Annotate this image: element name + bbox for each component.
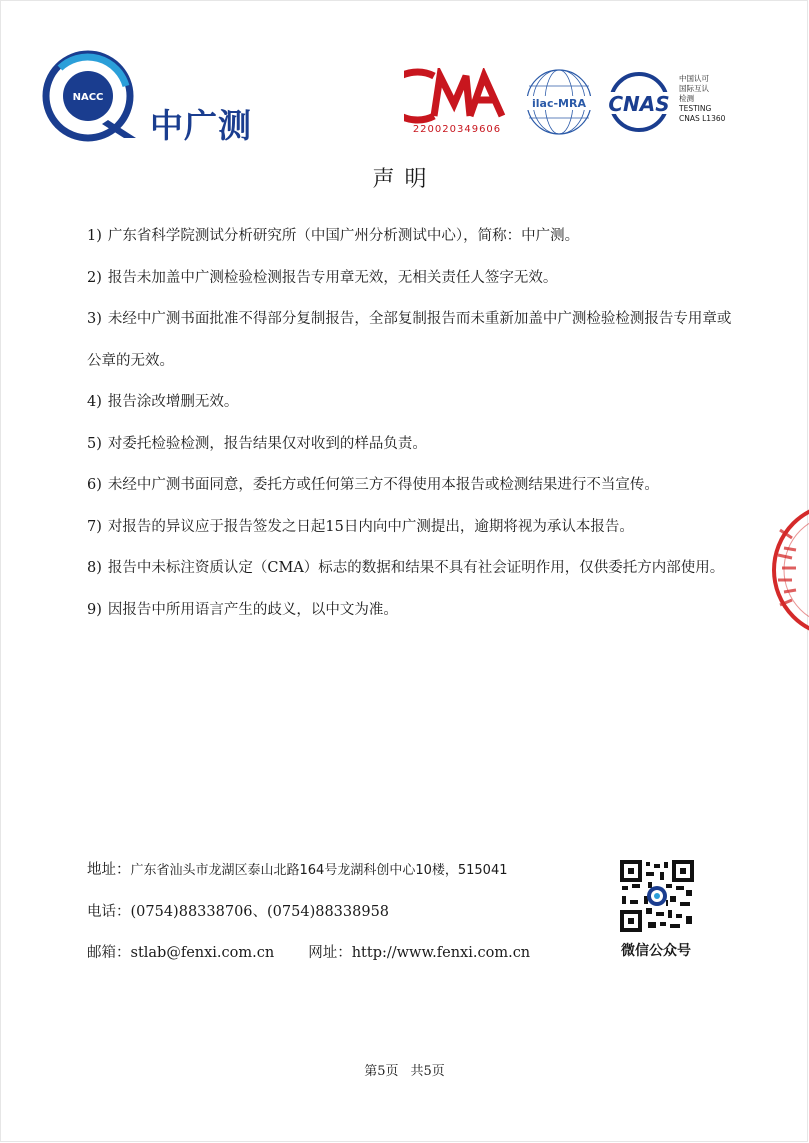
statement-item bbox=[87, 507, 737, 549]
cnas-info-line: TESTING bbox=[679, 104, 712, 113]
statement-text: 报告涂改增删无效。 bbox=[107, 394, 239, 410]
statement-number: 1) bbox=[87, 228, 102, 244]
statement-item bbox=[87, 424, 737, 466]
website-label: 网址： bbox=[308, 945, 352, 961]
statement-list bbox=[87, 216, 737, 631]
email-label: 邮箱： bbox=[87, 945, 131, 961]
statement-text: 对委托检验检测，报告结果仅对收到的样品负责。 bbox=[107, 435, 427, 452]
statement-number: 9) bbox=[87, 601, 102, 618]
statement-item bbox=[87, 590, 737, 632]
ilac-mra-mark bbox=[523, 68, 595, 136]
statement-number: 6) bbox=[87, 477, 102, 493]
total-pages: 共5页 bbox=[410, 1064, 445, 1079]
website-link[interactable]: http://www.fenxi.com.cn bbox=[351, 945, 531, 961]
qr-code bbox=[620, 860, 694, 932]
statement-number: 5) bbox=[87, 435, 102, 452]
cnas-info-line: 中国认可 bbox=[679, 74, 709, 83]
page-title: 声明 bbox=[372, 167, 437, 192]
email-value[interactable]: stlab@fenxi.com.cn bbox=[130, 945, 275, 961]
statement-number: 7) bbox=[87, 518, 102, 535]
seal-stamp bbox=[770, 500, 809, 640]
phone-line bbox=[87, 892, 607, 934]
address-line bbox=[87, 850, 607, 892]
cma-number: 220020349606 bbox=[412, 124, 502, 135]
email-line bbox=[87, 933, 607, 975]
page-number bbox=[0, 1060, 809, 1079]
statement-item bbox=[87, 382, 737, 424]
cnas-info-line: 检测 bbox=[679, 94, 694, 103]
statement-text: 广东省科学院测试分析研究所（中国广州分析测试中心），简称：中广测。 bbox=[107, 228, 580, 244]
cma-letters: CMA bbox=[455, 138, 459, 139]
cnas-info-line: 国际互认 bbox=[679, 84, 709, 93]
statement-item bbox=[87, 258, 737, 300]
cnas-info bbox=[679, 74, 725, 124]
contact-info bbox=[87, 850, 607, 975]
statement-text: 未经中广测书面批准不得部分复制报告，全部复制报告而未重新加盖中广测检验检测报告专用章或公章的无效。 bbox=[87, 311, 732, 369]
statement-text: 报告中未标注资质认定（CMA）标志的数据和结果不具有社会证明作用，仅供委托方内部使用。 bbox=[107, 560, 725, 576]
address-label: 地址： bbox=[87, 862, 131, 878]
statement-number: 2) bbox=[87, 269, 102, 286]
ilac-label: ilac-MRA bbox=[532, 97, 586, 110]
statement-number: 3) bbox=[87, 311, 102, 327]
statement-text: 对报告的异议应于报告签发之日起15日内向中广测提出，逾期将视为承认本报告。 bbox=[107, 518, 634, 535]
cnas-label: CNAS bbox=[608, 92, 670, 116]
qr-caption: 微信公众号 bbox=[621, 943, 691, 959]
cnas-mark bbox=[604, 72, 674, 132]
cnas-info-line: CNAS L1360 bbox=[679, 114, 726, 123]
statement-number: 4) bbox=[87, 394, 102, 410]
current-page: 第5页 bbox=[364, 1064, 399, 1079]
statement-number: 8) bbox=[87, 560, 102, 576]
logo-text: 中广测 bbox=[150, 106, 252, 145]
phone-value: (0754)88338706、(0754)88338958 bbox=[130, 903, 390, 920]
statement-text: 未经中广测书面同意，委托方或任何第三方不得使用本报告或检测结果进行不当宣传。 bbox=[107, 477, 659, 493]
statement-item bbox=[87, 299, 737, 382]
statement-item bbox=[87, 216, 737, 258]
statement-item bbox=[87, 548, 737, 590]
logo-badge-text: NACC bbox=[72, 92, 104, 103]
statement-text: 因报告中所用语言产生的歧义，以中文为准。 bbox=[107, 601, 398, 618]
address-value: 广东省汕头市龙湖区泰山北路164号龙湖科创中心10楼，515041 bbox=[130, 863, 508, 878]
statement-item bbox=[87, 465, 737, 507]
phone-label: 电话： bbox=[87, 903, 131, 920]
statement-text: 报告未加盖中广测检验检测报告专用章无效，无相关责任人签字无效。 bbox=[107, 269, 558, 286]
